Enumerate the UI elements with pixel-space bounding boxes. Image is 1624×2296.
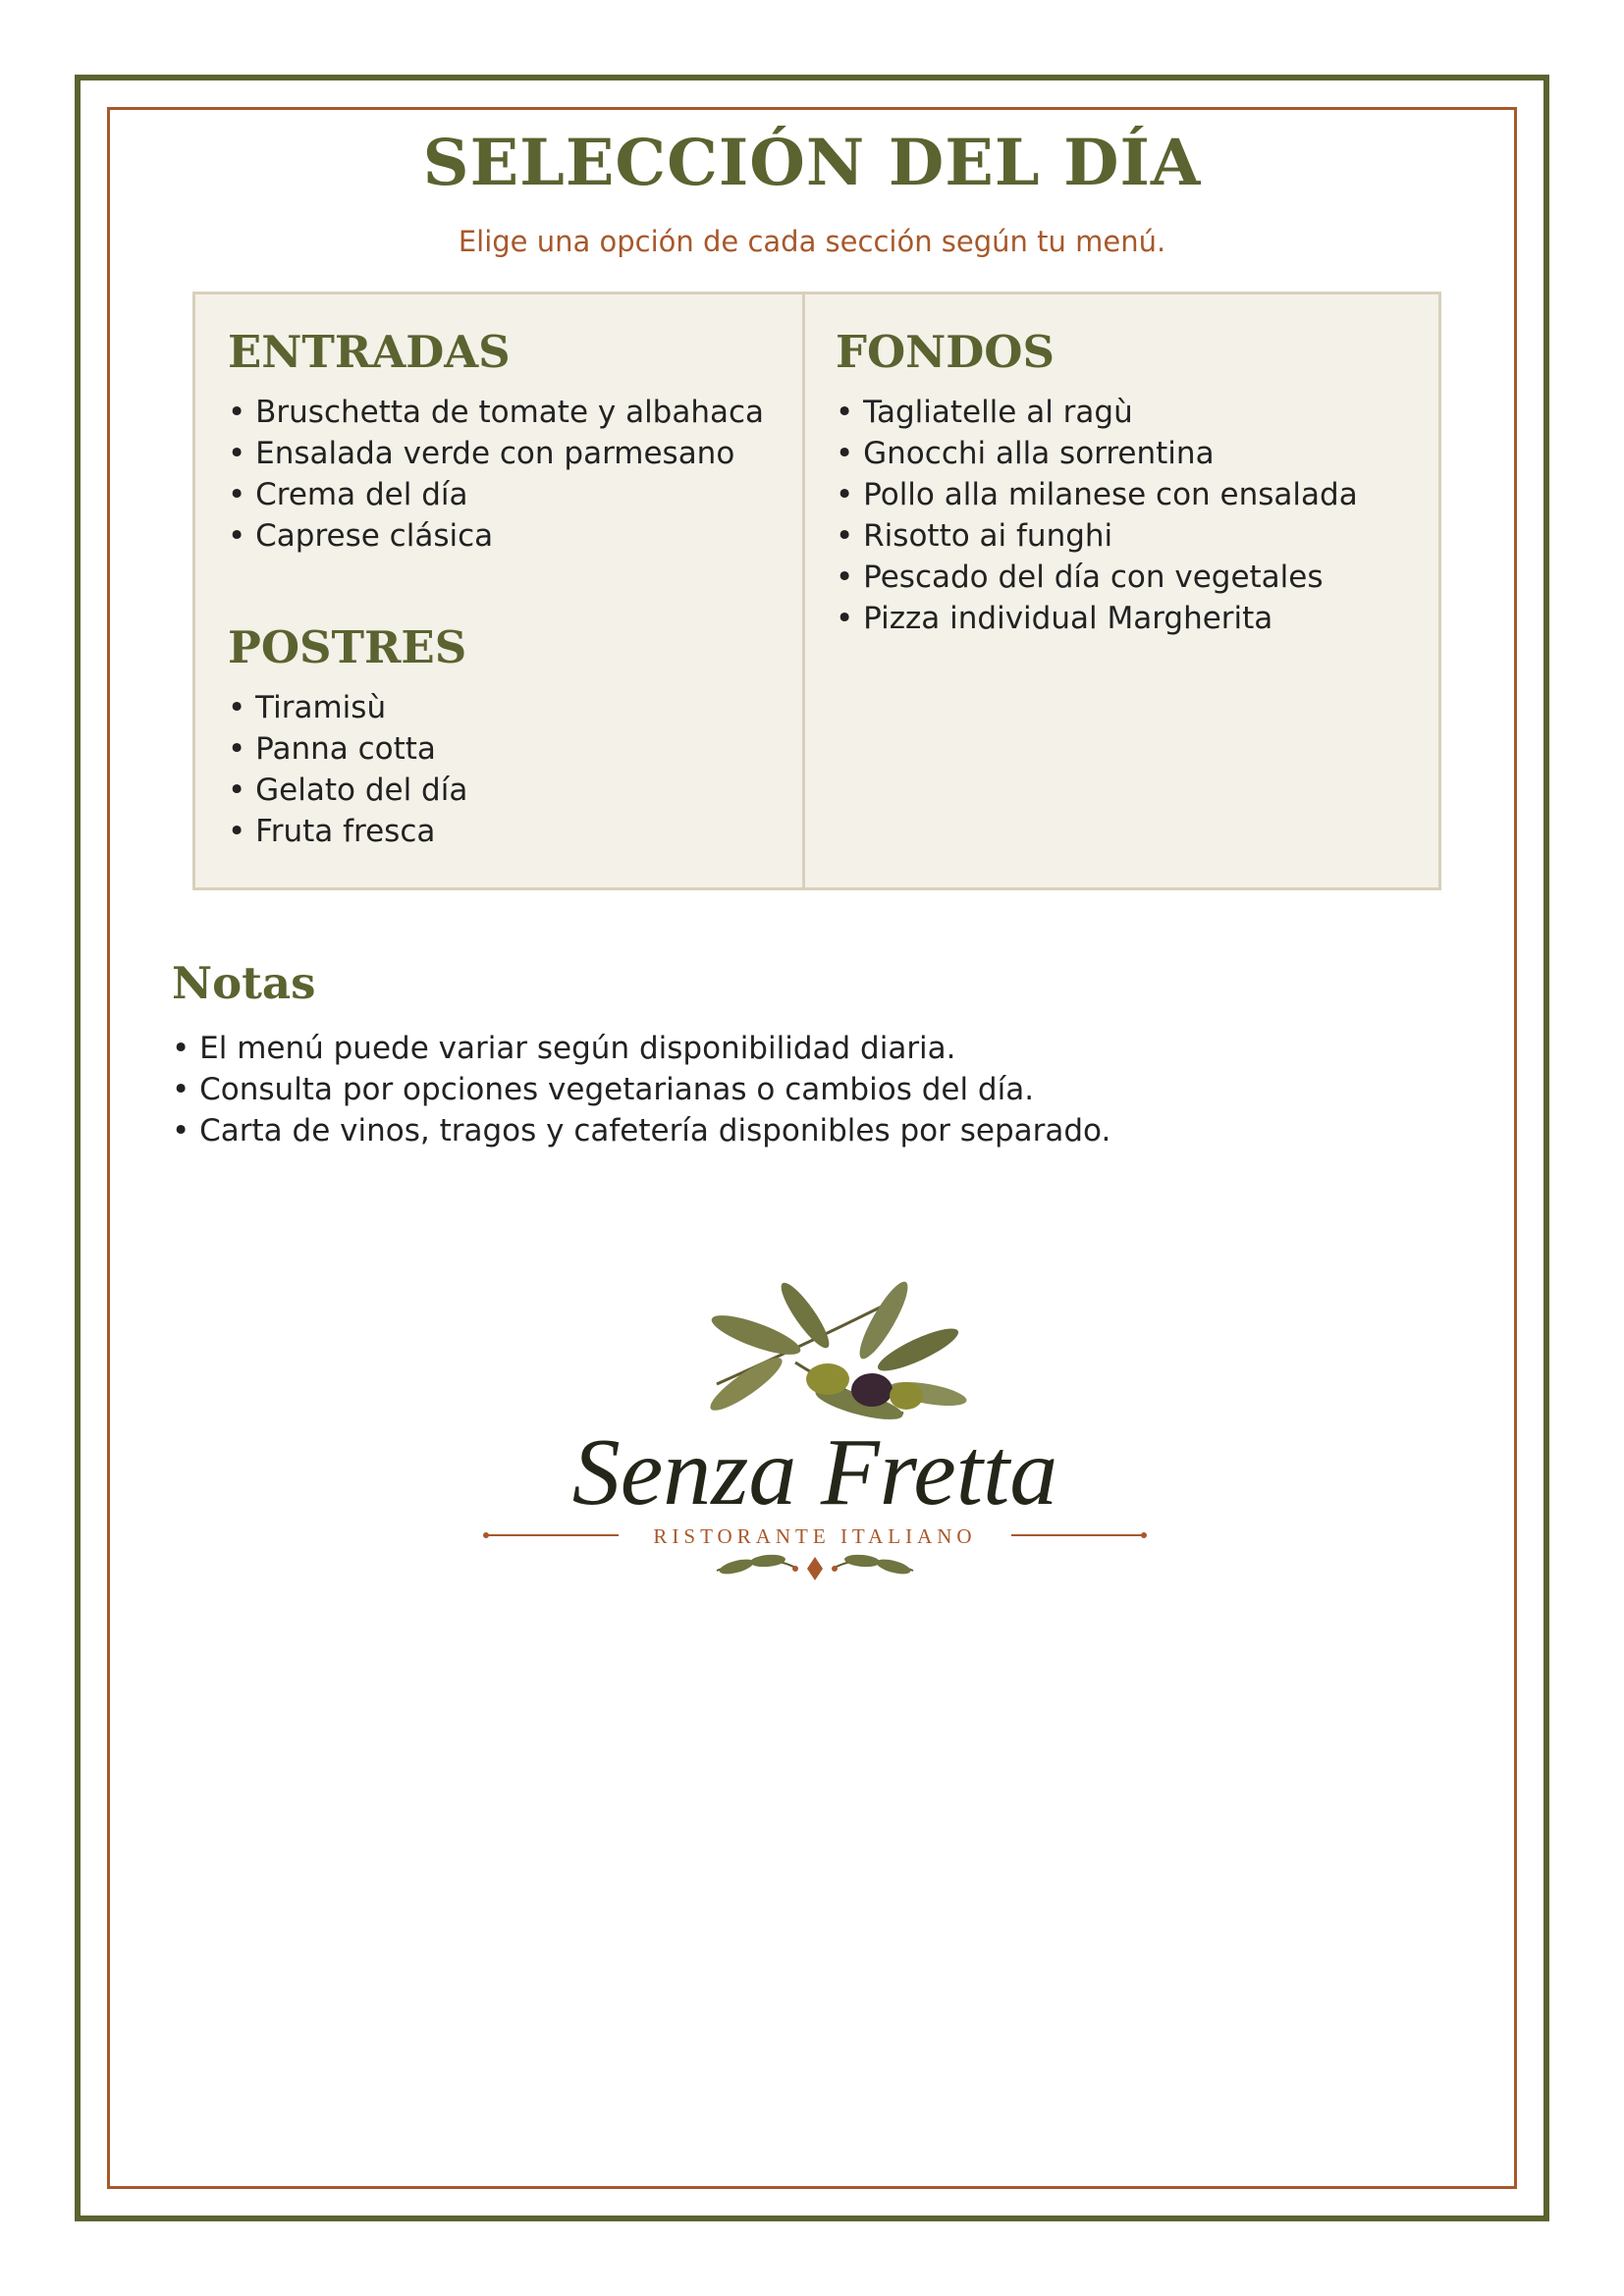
list-item: • Carta de vinos, tragos y cafetería disponibles por separado. bbox=[172, 1110, 1110, 1151]
logo-tagline: RISTORANTE ITALIANO bbox=[653, 1524, 977, 1548]
section-heading-entradas: ENTRADAS bbox=[228, 326, 511, 378]
list-item: • Caprese clásica bbox=[228, 515, 764, 557]
list-item: • Bruschetta de tomate y albahaca bbox=[228, 392, 764, 433]
notes-heading: Notas bbox=[172, 957, 316, 1009]
olive-branch-icon bbox=[705, 1277, 968, 1426]
list-item: • Pizza individual Margherita bbox=[836, 598, 1358, 639]
fondos-list bbox=[836, 392, 1358, 639]
notes-list bbox=[172, 1028, 1110, 1151]
list-item: • Crema del día bbox=[228, 474, 764, 515]
postres-list bbox=[228, 687, 467, 852]
list-item: • Fruta fresca bbox=[228, 811, 467, 852]
page-subtitle: Elige una opción de cada sección según tu menú. bbox=[458, 225, 1166, 258]
list-item: • Ensalada verde con parmesano bbox=[228, 433, 764, 474]
list-item: • Tiramisù bbox=[228, 687, 467, 728]
logo-name: Senza Fretta bbox=[571, 1419, 1058, 1525]
list-item: • Pollo alla milanese con ensalada bbox=[836, 474, 1358, 515]
list-item: • Risotto ai funghi bbox=[836, 515, 1358, 557]
page-title: SELECCIÓN DEL DÍA bbox=[422, 126, 1202, 200]
list-item: • Gnocchi alla sorrentina bbox=[836, 433, 1358, 474]
menu-panel bbox=[192, 292, 1441, 890]
list-item: • Pescado del día con vegetales bbox=[836, 557, 1358, 598]
list-item: • Tagliatelle al ragù bbox=[836, 392, 1358, 433]
list-item: • Consulta por opciones vegetarianas o cambios del día. bbox=[172, 1069, 1110, 1110]
restaurant-logo bbox=[471, 1276, 1159, 1600]
list-item: • Panna cotta bbox=[228, 728, 467, 770]
entradas-list bbox=[228, 392, 764, 557]
section-heading-postres: POSTRES bbox=[228, 621, 467, 673]
list-item: • El menú puede variar según disponibilidad diaria. bbox=[172, 1028, 1110, 1069]
panel-divider bbox=[802, 294, 805, 887]
laurel-ornament-icon bbox=[717, 1553, 913, 1580]
list-item: • Gelato del día bbox=[228, 770, 467, 811]
section-heading-fondos: FONDOS bbox=[836, 326, 1056, 378]
